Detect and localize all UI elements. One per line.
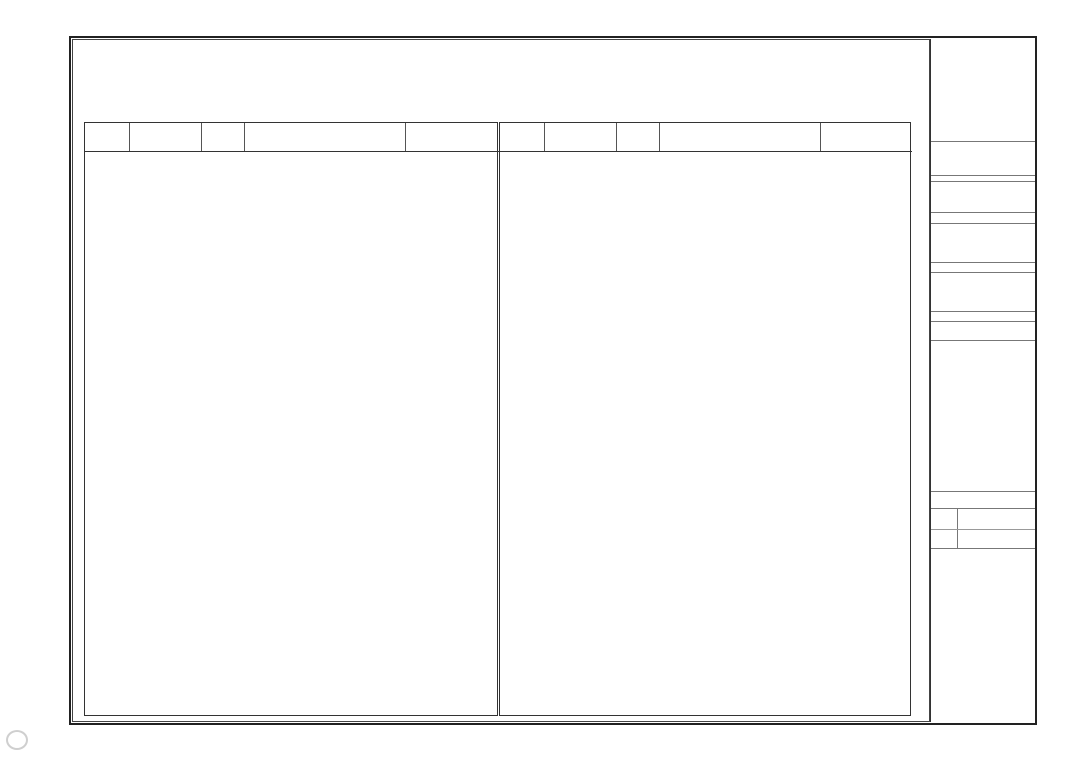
header-code	[85, 123, 129, 152]
revision-block	[931, 491, 1035, 509]
logo-area	[931, 39, 1035, 142]
finish-table-right-grid	[500, 123, 912, 152]
design-unit-block	[931, 175, 1035, 213]
header-fire-rating	[201, 123, 244, 152]
finish-table-right	[499, 122, 911, 716]
header-fire-rating	[616, 123, 659, 152]
header-code	[500, 123, 544, 152]
watermark-logo-icon	[6, 730, 28, 750]
header-remark	[405, 123, 499, 152]
header-remark	[820, 123, 912, 152]
table-header-row	[500, 123, 912, 152]
watermark	[6, 729, 32, 750]
explanation-block	[931, 321, 1035, 341]
table-header-row	[85, 123, 499, 152]
project-block	[931, 223, 1035, 263]
header-position	[659, 123, 820, 152]
finish-table-left	[84, 122, 498, 716]
header-description	[544, 123, 616, 152]
drawing-title-block	[931, 272, 1035, 312]
title-block	[930, 39, 1034, 722]
header-position	[244, 123, 405, 152]
header-description	[129, 123, 201, 152]
finish-table-left-grid	[85, 123, 499, 152]
revision-grid	[931, 509, 1035, 549]
